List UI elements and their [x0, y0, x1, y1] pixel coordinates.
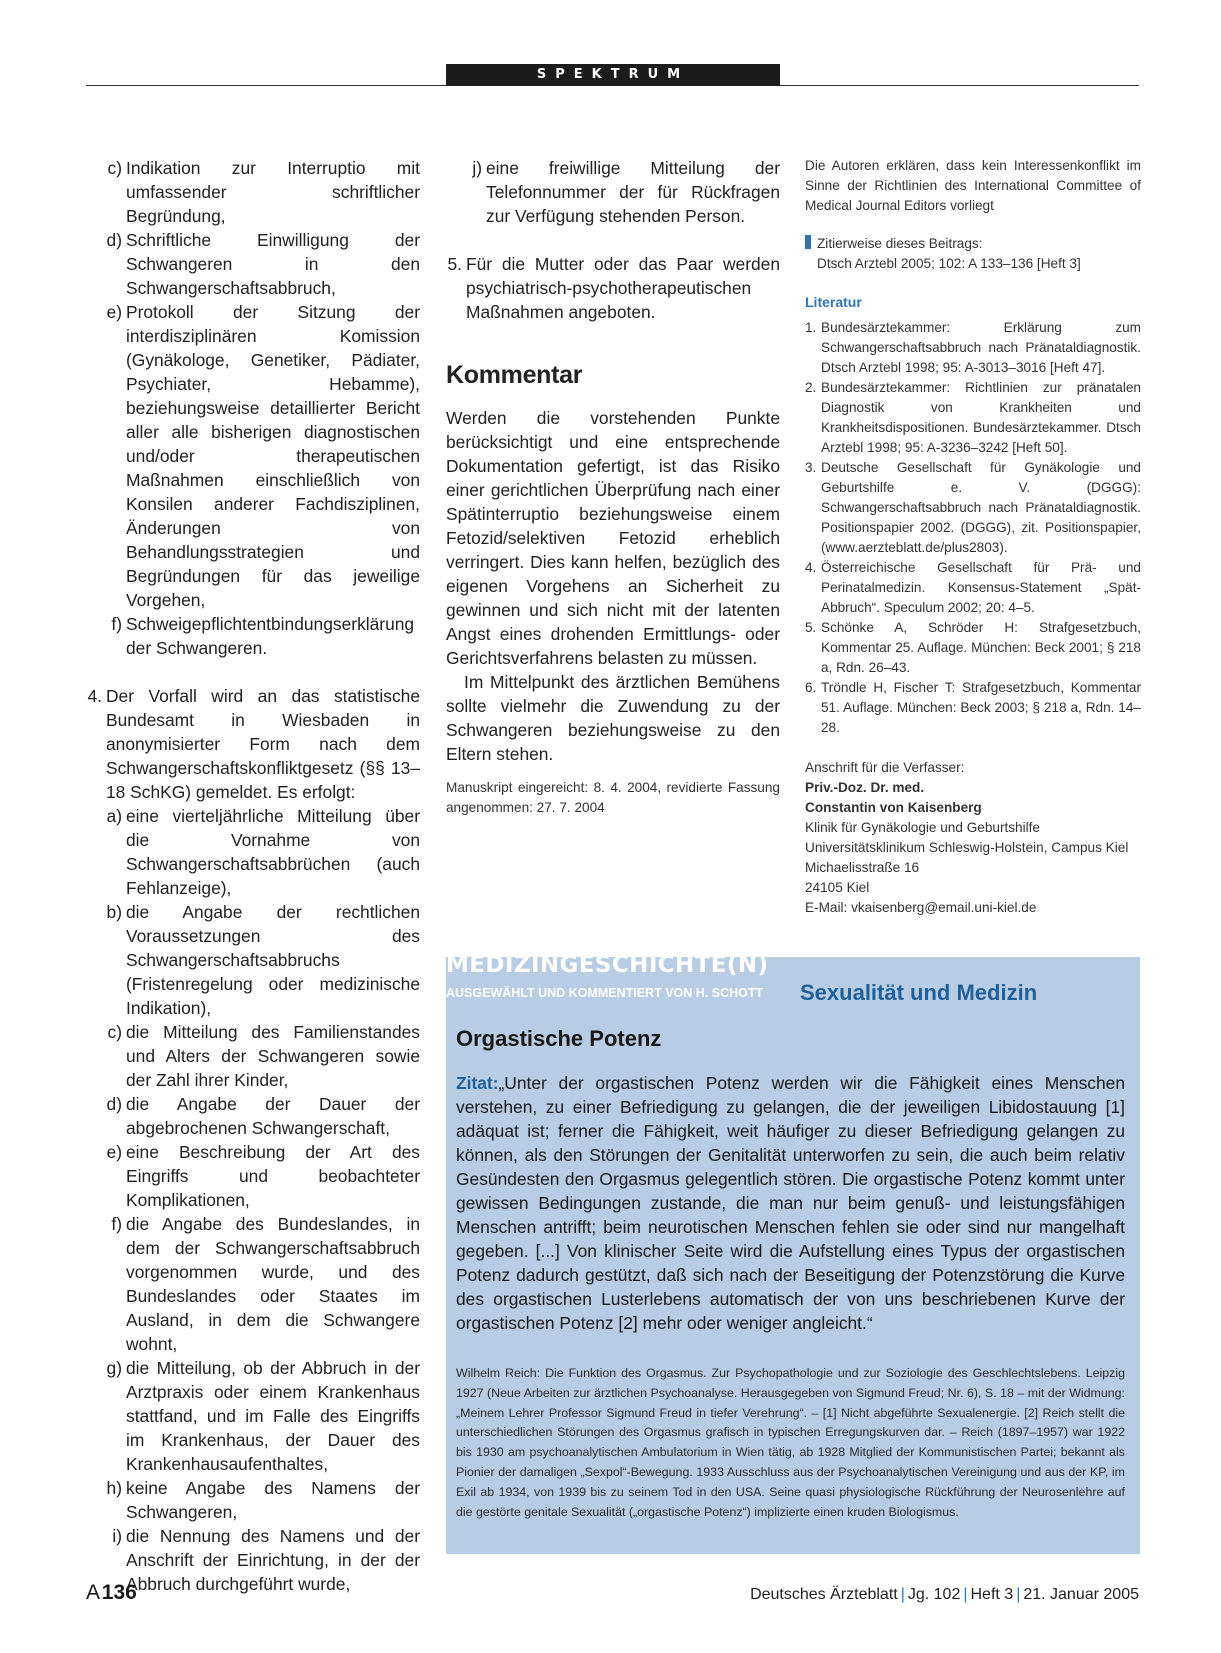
column-1: [86, 156, 420, 1596]
list-text: die Nennung des Namens und der Anschrift der Einrichtung, in der der Abbruch durchgeführt wurde,: [126, 1526, 420, 1594]
list-item: [86, 1476, 420, 1524]
reference-item: [805, 458, 1141, 558]
list-items-a-to-i: [86, 804, 420, 1596]
list-text: die Angabe der rechtlichen Voraussetzungen des Schwangerschaftsabbruchs (Fristenregelung oder medizinische Indikation),: [126, 902, 420, 1018]
citation-block: [805, 234, 1141, 274]
box-topic: Sexualität und Medizin: [800, 980, 1038, 1005]
list-marker: d): [106, 230, 122, 250]
date: 21. Januar 2005: [1023, 1586, 1139, 1603]
list-marker: d): [106, 1094, 122, 1114]
list-text: Schweigepflichtentbindungserklärung der Schwangeren.: [126, 614, 415, 658]
list-marker: f): [111, 614, 122, 634]
reference-item: [805, 378, 1141, 458]
blue-marker-icon: [805, 235, 811, 249]
list-item: [86, 1092, 420, 1140]
separator: |: [900, 1586, 905, 1603]
conflict-statement: Die Autoren erklären, dass kein Interessenkonflikt im Sinne der Richtlinien des International Committee of Medical Journal Editors vorliegt: [805, 158, 1141, 213]
list-item: [86, 1356, 420, 1476]
list-item: [86, 612, 420, 660]
separator: |: [963, 1586, 968, 1603]
city: 24105 Kiel: [805, 880, 870, 895]
reference-item: [805, 618, 1141, 678]
reference-item: [805, 678, 1141, 738]
reference-number: 5.: [805, 620, 817, 635]
box-quote: [456, 1071, 1125, 1335]
box-subtitle: AUSGEWÄHLT UND KOMMENTIERT VON H. SCHOTT: [446, 986, 764, 1000]
list-item: [86, 1212, 420, 1356]
list-marker: i): [112, 1526, 122, 1546]
list-marker: e): [106, 302, 122, 322]
quote-text: „Unter der orgastischen Potenz werden wir die Fähigkeit eines Menschen verstehen, zu einer Befriedigung zu gelangen, die der jeweiligen Libidostauung [1] adäquat ist; ferner die Fähigkeit, weit häufiger zu dieser Befriedigung gelangen zu können, als den Störungen der Genitalität unterworfen zu sein, die auch beim relativ Gesündesten den Orgasmus gelegentlich stören. Die orgastische Potenz kommt unter gewissen Bedingungen zustande, die man nur beim genuß- und leistungsfähigen Menschen antrifft; beim neurotischen Menschen fehlen sie oder sind nur mangelhaft gegeben. [...] Von klinischer Seite wird die Aufstellung eines Typus der orgastischen Potenz dadurch gestützt, daß sich nach der Beseitigung der Potenzstörung die Kurve des orgastischen Lusterlebens automatisch der von uns beschriebenen Kurve der orgastischen Potenz [2] mehr oder weniger angleicht.“: [456, 1073, 1125, 1333]
citation-text: Dtsch Arztebl 2005; 102: A 133–136 [Heft 3]: [817, 256, 1081, 271]
separator: |: [1016, 1586, 1021, 1603]
paragraph: Im Mittelpunkt des ärztlichen Bemühens sollte vielmehr die Zuwendung zu der Schwangeren beziehungsweise zu den Eltern stehen.: [446, 672, 780, 764]
list-marker: c): [107, 1022, 122, 1042]
list-text: Indikation zur Interruptio mit umfassender schriftlicher Begründung,: [126, 158, 420, 226]
list-item-j: [446, 156, 780, 228]
list-item-5: [446, 252, 780, 324]
list-marker: 5.: [447, 254, 462, 274]
list-item: [86, 1140, 420, 1212]
list-marker: c): [107, 158, 122, 178]
list-text: eine vierteljährliche Mitteilung über die Vornahme von Schwangerschaftsabbrüchen (auch Fehlanzeige),: [126, 806, 420, 898]
zitat-label: Zitat:: [456, 1073, 499, 1093]
box-heading: Orgastische Potenz: [456, 1026, 662, 1051]
reference-number: 1.: [805, 320, 817, 335]
reference-number: 2.: [805, 380, 817, 395]
list-marker: f): [111, 1214, 122, 1234]
list-item-4: [86, 684, 420, 804]
volume: Jg. 102: [907, 1586, 961, 1603]
list-item: [86, 900, 420, 1020]
reference-text: Deutsche Gesellschaft für Gynäkologie und Geburtshilfe e. V. (DGGG): Schwangerschaftsabbruch nach Pränataldiagnostik. Positionspapier 2002. (DGGG), zit. Positionspapier, (www.aerzteblatt.de/plus2803).: [821, 460, 1141, 555]
email: E-Mail: vkaisenberg@email.uni-kiel.de: [805, 900, 1037, 915]
reference-text: Schönke A, Schröder H: Strafgesetzbuch, Kommentar 25. Auflage. München: Beck 2001; § 218 a, Rdn. 26–43.: [821, 620, 1141, 675]
clinic: Klinik für Gynäkologie und Geburtshilfe: [805, 820, 1040, 835]
address-label: Anschrift für die Verfasser:: [805, 760, 965, 775]
reference-number: 3.: [805, 460, 817, 475]
column-3: [805, 156, 1141, 918]
list-text: Für die Mutter oder das Paar werden psychiatrisch-psychotherapeutischen Maßnahmen angeboten.: [466, 254, 780, 322]
list-item: [86, 300, 420, 612]
issue: Heft 3: [970, 1586, 1014, 1603]
reference-text: Tröndle H, Fischer T: Strafgesetzbuch, Kommentar 51. Auflage. München: Beck 2003; § 218 a, Rdn. 14–28.: [821, 680, 1141, 735]
author-title: Priv.-Doz. Dr. med.: [805, 780, 925, 795]
address-block: [805, 758, 1141, 918]
hospital: Universitätsklinikum Schleswig-Holstein, Campus Kiel: [805, 840, 1129, 855]
author-name: Constantin von Kaisenberg: [805, 800, 982, 815]
list-marker: 4.: [87, 686, 102, 706]
box-title: MEDIZINGESCHICHTE(N): [446, 952, 769, 978]
section-label: SPEKTRUM: [446, 64, 780, 86]
page-number: [86, 1580, 137, 1606]
list-text: Protokoll der Sitzung der interdisziplinären Komission (Gynäkologe, Genetiker, Pädiater, Psychiater, Hebamme), beziehungsweise detaillierter Bericht aller alle bisherigen diagnostischen und/oder therapeutischen Maßnahmen einschließlich von Konsilen anderer Fachdisziplinen, Änderungen von Behandlungsstrategien und Begründungen für das jeweilige Vorgehen,: [126, 302, 420, 610]
manuscript-note: Manuskript eingereicht: 8. 4. 2004, revidierte Fassung angenommen: 27. 7. 2004: [446, 780, 780, 815]
list-marker: j): [472, 158, 482, 178]
list-text: Schriftliche Einwilligung der Schwangeren in den Schwangerschaftsabbruch,: [126, 230, 420, 298]
list-text: eine freiwillige Mitteilung der Telefonnummer der für Rückfragen zur Verfügung stehenden Person.: [486, 158, 780, 226]
box-source: Wilhelm Reich: Die Funktion des Orgasmus. Zur Psychopathologie und zur Soziologie des Geschlechtslebens. Leipzig 1927 (Neue Arbeiten zur ärztlichen Psychoanalyse. Herausgegeben von Sigmund Freud; Nr. 6), S. 18 – mit der Widmung: „Meinem Lehrer Professor Sigmund Freud in tiefer Verehrung“. – [1] Nicht abgeführte Sexualenergie. [2] Reich stellt die unterschiedlichen Störungen des Orgasmus grafisch in typischen Erregungskurven dar. – Reich (1897–1957) war 1922 bis 1930 am psychoanalytischen Ambulatorium in Wien tätig, ab 1928 Mitglied der Kommunistischen Partei; bekannt als Pionier der damaligen „Sexpol“-Bewegung. 1933 Ausschluss aus der Psychoanalytischen Vereinigung und aus der KP, im Exil ab 1934, von 1939 bis zu seinem Tod in den USA. Seine quasi physiologische Rückführung der Neurosenlehre auf die gestörte genitale Sexualität („orgastische Potenz“) implizierte einen kruden Biologismus.: [456, 1366, 1125, 1519]
list-text: die Mitteilung des Familienstandes und Alters der Schwangeren sowie der Zahl ihrer Kinder,: [126, 1022, 420, 1090]
list-item: [86, 228, 420, 300]
reference-number: 6.: [805, 680, 817, 695]
references-heading: Literatur: [805, 294, 862, 310]
list-text: Der Vorfall wird an das statistische Bundesamt in Wiesbaden in anonymisierter Form nach dem Schwangerschaftskonfliktgesetz (§§ 13–18 SchKG) gemeldet. Es erfolgt:: [106, 686, 420, 802]
page-number-value: 136: [101, 1581, 137, 1604]
reference-text: Österreichische Gesellschaft für Prä- und Perinatalmedizin. Konsensus-Statement „Spät-Abbruch“. Speculum 2002; 20: 4–5.: [821, 560, 1141, 615]
list-item: [86, 804, 420, 900]
list-text: die Angabe der Dauer der abgebrochenen Schwangerschaft,: [126, 1094, 420, 1138]
footer-citation: [750, 1584, 1139, 1606]
journal-name: Deutsches Ärzteblatt: [750, 1586, 898, 1603]
list-text: keine Angabe des Namens der Schwangeren,: [126, 1478, 420, 1522]
section-heading-kommentar: Kommentar: [446, 361, 583, 389]
reference-text: Bundesärztekammer: Erklärung zum Schwangerschaftsabbruch nach Pränataldiagnostik. Dtsch Arztebl 1998; 95: A-3013–3016 [Heft 47].: [821, 320, 1141, 375]
list-items-c-to-f: [86, 156, 420, 660]
list-marker: g): [106, 1358, 122, 1378]
list-text: eine Beschreibung der Art des Eingriffs und beobachteter Komplikationen,: [126, 1142, 420, 1210]
reference-item: [805, 318, 1141, 378]
reference-list: [805, 318, 1141, 738]
paragraph: Werden die vorstehenden Punkte berücksichtigt und eine entsprechende Dokumentation gefertigt, ist das Risiko einer gerichtlichen Überprüfung nach einer Spätinterruptio beziehungsweise einem Fetozid/selektiven Fetozid erheblich verringert. Dies kann helfen, bezüglich des eigenen Vorgehens an Sicherheit zu gewinnen und sich nicht mit der latenten Angst eines drohenden Ermittlungs- oder Gerichtsverfahrens belasten zu müssen.: [446, 408, 780, 668]
list-item: [86, 1020, 420, 1092]
reference-text: Bundesärztekammer: Richtlinien zur pränatalen Diagnostik von Krankheiten und Krankheitsdispositionen. Bundesärztekammer. Dtsch Arztebl 1998; 95: A-3236–3242 [Heft 50].: [821, 380, 1141, 455]
list-text: die Angabe des Bundeslandes, in dem der Schwangerschaftsabbruch vorgenommen wurde, und des Bundeslandes oder Staates im Ausland, in dem die Schwangere wohnt,: [126, 1214, 420, 1354]
street: Michaelisstraße 16: [805, 860, 920, 875]
list-marker: h): [106, 1478, 122, 1498]
citation-label: Zitierweise dieses Beitrags:: [817, 236, 983, 251]
list-marker: b): [106, 902, 122, 922]
list-marker: a): [106, 806, 122, 826]
reference-number: 4.: [805, 560, 817, 575]
list-marker: e): [106, 1142, 122, 1162]
page-prefix: A: [86, 1581, 101, 1604]
reference-item: [805, 558, 1141, 618]
column-2: [446, 156, 780, 818]
list-text: die Mitteilung, ob der Abbruch in der Arztpraxis oder einem Krankenhaus stattfand, und im Falle des Eingriffs im Krankenhaus, der Dauer des Krankenhausaufenthaltes,: [126, 1358, 420, 1474]
list-item: [86, 156, 420, 228]
